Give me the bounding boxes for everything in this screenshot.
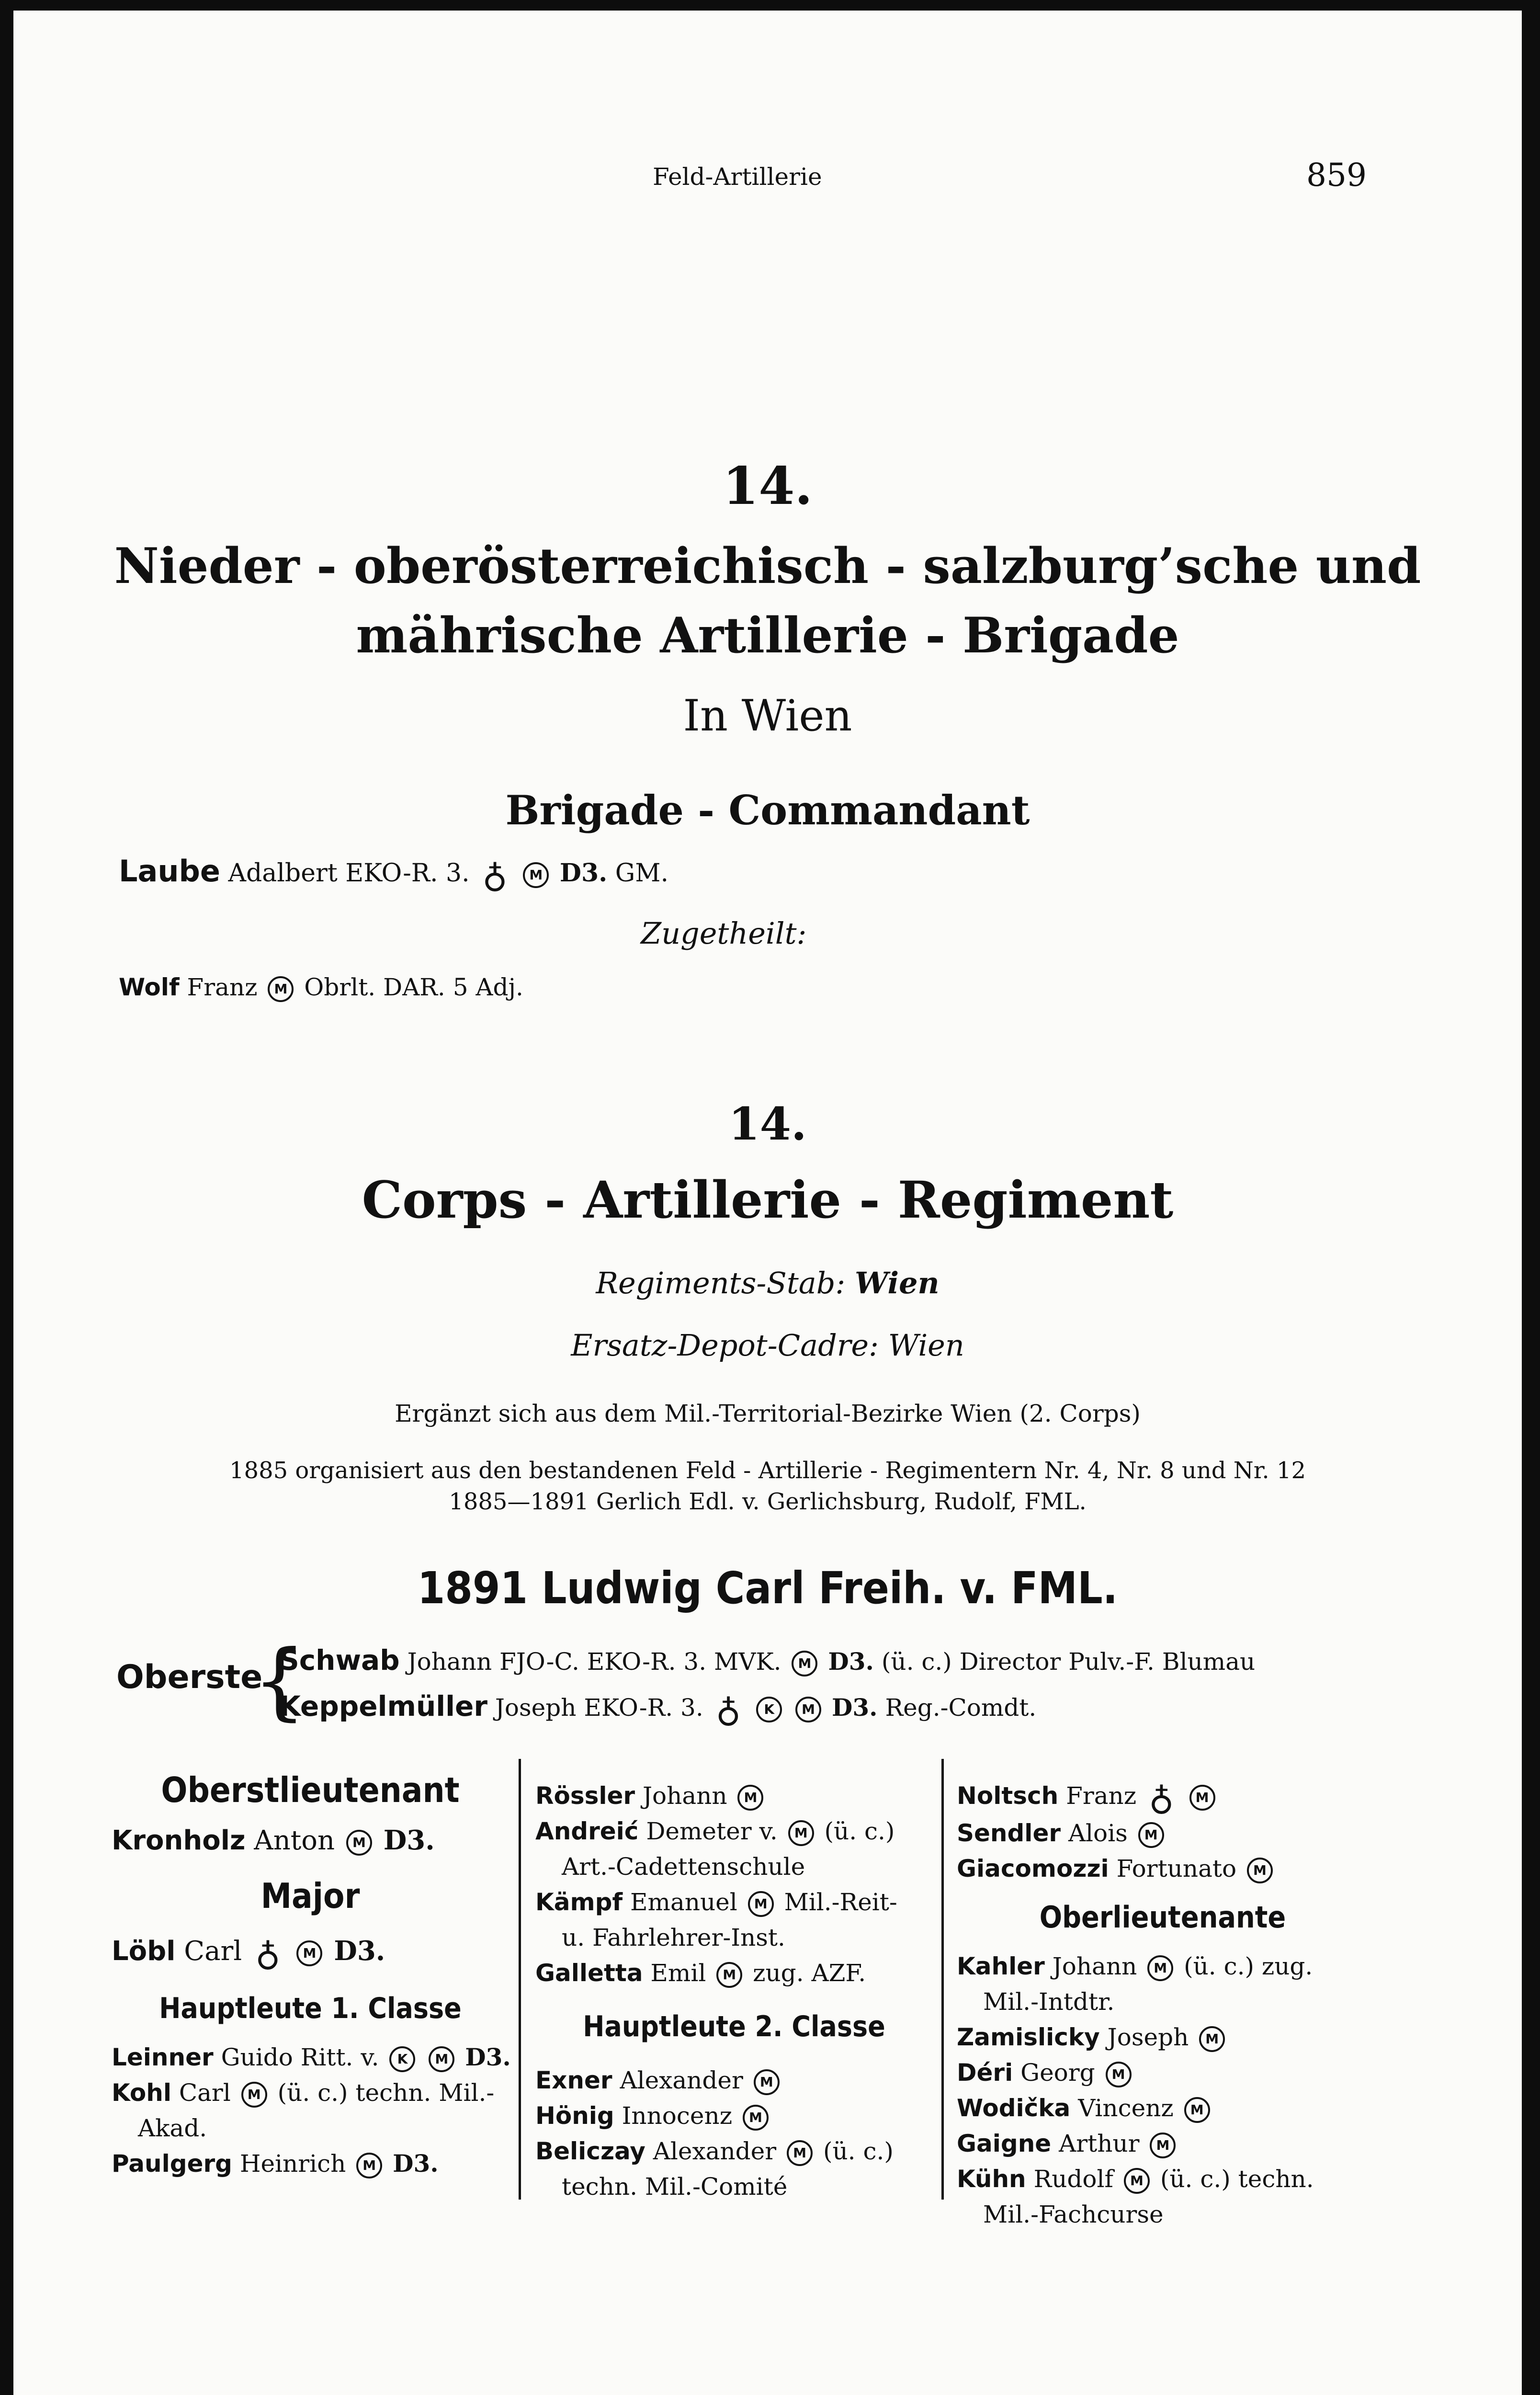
brigade-location: In Wien: [683, 691, 852, 741]
entry-text: (ü. c.) techn. Mil.-: [277, 2078, 495, 2107]
entry-text: D3.: [559, 858, 608, 888]
brigade-commander-entry: [119, 854, 668, 895]
heading-major: Major: [260, 1876, 360, 1916]
regiment-owner: 1891 Ludwig Carl Freih. v. FML.: [417, 1562, 1118, 1614]
entry-text: Adalbert EKO-R. 3.: [228, 859, 470, 888]
entry-name: Zamislicky: [957, 2023, 1100, 2051]
merit-m-icon: M: [743, 2105, 769, 2131]
entry-name: Rössler: [535, 1782, 635, 1810]
heading-captains-2nd: Hauptleute 2. Classe: [583, 2010, 885, 2043]
officer-entry: [957, 2055, 1369, 2090]
entry-text: (ü. c.): [823, 2137, 894, 2165]
heading-captains-1st: Hauptleute 1. Classe: [159, 1991, 462, 2025]
officer-entry: [957, 2161, 1369, 2197]
merit-m-icon: M: [1150, 2133, 1176, 2158]
merit-m-icon: M: [356, 2153, 382, 2178]
merit-m-icon: M: [1124, 2168, 1150, 2194]
officer-entry: [535, 1955, 933, 1991]
brigade-number: 14.: [723, 456, 813, 516]
merit-m-icon: M: [1199, 2026, 1225, 2052]
entry-name: Andreić: [535, 1817, 639, 1845]
merit-m-icon: M: [748, 1891, 774, 1917]
brigade-commander-heading: Brigade - Commandant: [505, 787, 1030, 834]
entry-text: Alexander: [620, 2066, 743, 2094]
entry-name: Keppelmüller: [279, 1690, 487, 1722]
officer-entry: [535, 1778, 933, 1813]
entry-name: Galletta: [535, 1959, 643, 1987]
entry-text: Joseph: [1107, 2023, 1189, 2051]
officer-entry: [535, 2098, 933, 2133]
entry-continuation: Art.-Cadettenschule: [562, 1853, 805, 1881]
entry-text: Anton: [254, 1825, 335, 1856]
entry-text: Obrlt. DAR. 5 Adj.: [304, 973, 523, 1001]
entry-text: Guido Ritt. v.: [221, 2043, 379, 2071]
merit-m-icon: M: [523, 862, 549, 888]
merit-m-icon: M: [754, 2069, 780, 2095]
entry-text: zug. AZF.: [753, 1959, 866, 1987]
heading-lieutenant-colonel: Oberstlieutenant: [161, 1770, 460, 1810]
entry-name: Kronholz: [112, 1825, 246, 1856]
merit-m-icon: M: [346, 1830, 372, 1856]
merit-k-icon: K: [389, 2046, 415, 2072]
order-ornament-icon: ♁: [715, 1689, 741, 1730]
entry-text: D3.: [828, 1647, 874, 1676]
entry-text: Innocenz: [622, 2102, 733, 2130]
officer-entry: [535, 2063, 933, 2098]
entry-name: Kühn: [957, 2165, 1026, 2193]
entry-name: Laube: [119, 854, 220, 889]
entry-text: Joseph EKO-R. 3.: [495, 1694, 703, 1722]
merit-m-icon: M: [268, 976, 294, 1002]
entry-text: Franz: [1066, 1782, 1137, 1810]
officer-entry: [957, 1949, 1369, 1984]
entry-name: Exner: [535, 2066, 612, 2094]
entry-text: Heinrich: [239, 2149, 346, 2178]
officer-entry: [535, 2133, 933, 2169]
colonel-entry-2: [279, 1689, 1036, 1730]
merit-m-icon: M: [1106, 2062, 1132, 2087]
entry-continuation: u. Fahrlehrer-Inst.: [562, 1924, 785, 1951]
officer-entry: [957, 1778, 1369, 1818]
officer-entry: [957, 2090, 1369, 2126]
merit-m-icon: M: [429, 2046, 454, 2072]
entry-name: Wodička: [957, 2094, 1071, 2122]
merit-m-icon: M: [1147, 1955, 1173, 1981]
officer-entry: [957, 1815, 1369, 1851]
entry-text: Demeter v.: [646, 1817, 778, 1845]
entry-text: Carl: [184, 1936, 242, 1967]
entry-text: Mil.-Reit-: [784, 1888, 897, 1916]
entry-name: Löbl: [112, 1936, 176, 1967]
entry-text: Carl: [179, 2078, 231, 2107]
colonels-label: Oberste: [116, 1658, 263, 1696]
merit-m-icon: M: [296, 1940, 322, 1966]
column-divider: [941, 1759, 944, 2200]
regiment-number: 14.: [728, 1098, 807, 1151]
entry-name: Giacomozzi: [957, 1855, 1109, 1882]
entry-text: Emil: [650, 1959, 706, 1987]
entry-text: D3.: [334, 1935, 385, 1967]
entry-text: Johann: [643, 1782, 727, 1810]
entry-text: Reg.-Comdt.: [885, 1694, 1037, 1722]
column-divider: [519, 1759, 521, 2200]
entry-text: Johann FJO-C. EKO-R. 3. MVK.: [407, 1648, 781, 1676]
officer-entry: [535, 1813, 933, 1849]
officer-column-1: [112, 1764, 509, 2181]
entry-text: Alois: [1068, 1819, 1128, 1847]
officer-entry: [957, 2126, 1369, 2161]
entry-text: D3.: [832, 1693, 878, 1722]
recruitment-note: Ergänzt sich aus dem Mil.-Territorial-Bezirke Wien (2. Corps): [395, 1400, 1141, 1427]
entry-text: Franz: [187, 973, 258, 1001]
attached-entry: [119, 973, 523, 1002]
entry-name: Kahler: [957, 1952, 1045, 1980]
colonels-brace: {: [253, 1632, 306, 1730]
merit-m-icon: M: [1189, 1785, 1215, 1811]
merit-m-icon: M: [795, 1697, 821, 1722]
entry-text: Rudolf: [1033, 2165, 1114, 2193]
history-line1: 1885 organisiert aus den bestandenen Feld - Artillerie - Regimentern Nr. 4, Nr. 8 und Nr. 12: [229, 1457, 1306, 1484]
officer-entry: [957, 1851, 1369, 1886]
merit-m-icon: M: [1184, 2097, 1210, 2123]
regiment-staff: [13, 1266, 1522, 1300]
merit-m-icon: M: [737, 1785, 763, 1811]
order-ornament-icon: ♁: [1149, 1778, 1174, 1818]
officer-column-3: [957, 1778, 1369, 2232]
entry-rank: GM.: [615, 859, 669, 888]
entry-name: Déri: [957, 2059, 1013, 2087]
officer-entry: [112, 2040, 509, 2075]
entry-text: Fortunato: [1116, 1855, 1237, 1882]
entry-name: Beliczay: [535, 2137, 645, 2165]
document-page: [13, 11, 1522, 2395]
entry-name: Gaigne: [957, 2130, 1052, 2157]
entry-name: Noltsch: [957, 1782, 1059, 1810]
officer-entry: [112, 2075, 509, 2110]
entry-name: Wolf: [119, 973, 180, 1001]
merit-m-icon: M: [787, 2140, 813, 2166]
staff-label: Regiments-Stab:: [596, 1266, 846, 1300]
entry-name: Kohl: [112, 2078, 171, 2107]
officer-entry: [112, 1816, 509, 1865]
attached-heading: Zugetheilt:: [641, 916, 807, 951]
staff-value: Wien: [855, 1266, 940, 1300]
depot-value: Wien: [888, 1328, 964, 1363]
entry-text: (ü. c.) Director Pulv.-F. Blumau: [881, 1648, 1256, 1676]
entry-text: Emanuel: [630, 1888, 737, 1916]
entry-text: D3.: [383, 1825, 435, 1856]
officer-entry: [957, 2019, 1369, 2055]
merit-m-icon: M: [792, 1651, 817, 1676]
running-title: Feld-Artillerie: [653, 163, 822, 191]
entry-text: Johann: [1052, 1952, 1137, 1980]
entry-continuation: Mil.-Intdtr.: [983, 1988, 1115, 2016]
entry-text: (ü. c.) zug.: [1184, 1952, 1313, 1980]
entry-continuation: techn. Mil.-Comité: [562, 2173, 788, 2201]
depot-label: Ersatz-Depot-Cadre:: [571, 1328, 879, 1363]
heading-first-lieutenants: Oberlieutenante: [1039, 1900, 1286, 1935]
officer-entry: [112, 1927, 509, 1977]
officer-entry: [535, 1884, 933, 1920]
regiment-title: Corps - Artillerie - Regiment: [362, 1170, 1174, 1230]
entry-text: D3.: [465, 2042, 511, 2071]
entry-text: Alexander: [653, 2137, 777, 2165]
merit-m-icon: M: [1247, 1858, 1273, 1883]
colonel-entry-1: [279, 1644, 1255, 1676]
entry-text: Vincenz: [1078, 2094, 1174, 2122]
entry-name: Sendler: [957, 1819, 1061, 1847]
entry-name: Hönig: [535, 2102, 614, 2130]
entry-continuation: Mil.-Fachcurse: [983, 2201, 1164, 2228]
entry-name: Schwab: [279, 1644, 400, 1676]
entry-text: Arthur: [1059, 2130, 1140, 2157]
entry-text: D3.: [393, 2149, 439, 2178]
entry-name: Paulgerg: [112, 2149, 232, 2178]
merit-k-icon: K: [756, 1697, 782, 1722]
merit-m-icon: M: [241, 2082, 267, 2108]
page-number: 859: [1306, 157, 1367, 194]
regiment-depot: [13, 1328, 1522, 1363]
entry-text: (ü. c.) techn.: [1160, 2165, 1314, 2193]
brigade-title-line2: mährische Artillerie - Brigade: [356, 607, 1179, 664]
officer-column-2: [535, 1778, 933, 2204]
entry-name: Leinner: [112, 2043, 214, 2071]
officer-entry: [112, 2146, 509, 2181]
history-line2: 1885—1891 Gerlich Edl. v. Gerlichsburg, Rudolf, FML.: [449, 1488, 1087, 1515]
merit-m-icon: M: [1138, 1822, 1164, 1848]
order-ornament-icon: ♁: [255, 1933, 281, 1973]
entry-text: Georg: [1020, 2059, 1095, 2087]
entry-text: (ü. c.): [824, 1817, 895, 1845]
merit-m-icon: M: [788, 1820, 814, 1846]
merit-m-icon: M: [716, 1962, 742, 1988]
order-ornament-icon: ♁: [482, 855, 508, 895]
entry-continuation: Akad.: [138, 2114, 207, 2142]
brigade-title-line1: Nieder - oberösterreichisch - salzburg’sche und: [114, 537, 1421, 595]
entry-name: Kämpf: [535, 1888, 623, 1916]
